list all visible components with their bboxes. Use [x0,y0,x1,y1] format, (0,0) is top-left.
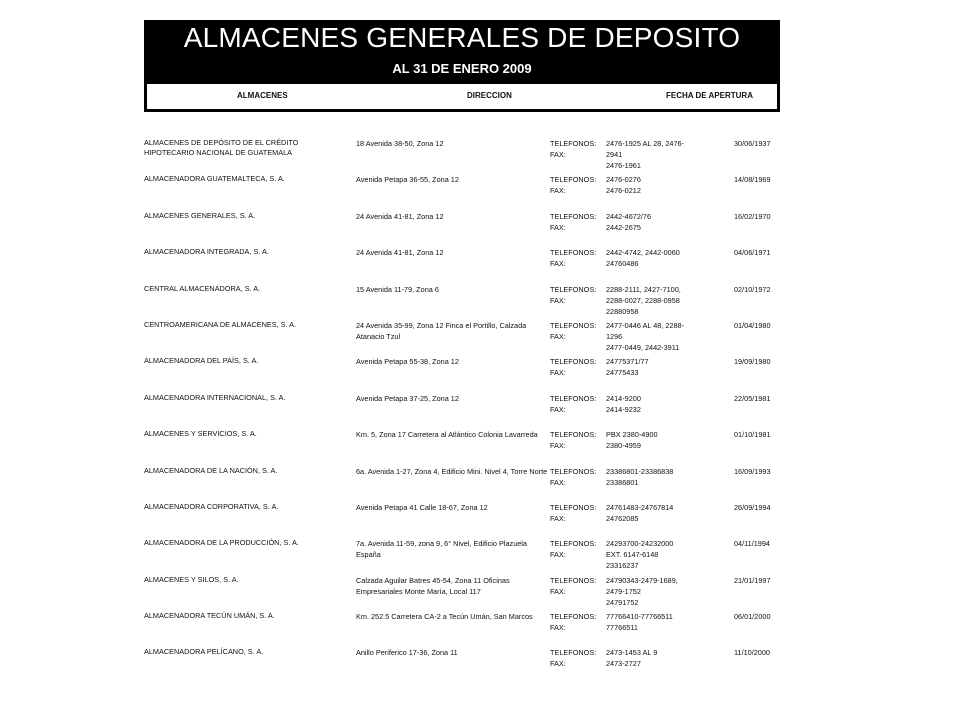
opening-date: 16/02/1970 [734,211,771,221]
telefonos-label: TELEFONOS: [550,248,597,258]
warehouse-address: Km. 252.5 Carretera CA-2 a Tecún Umán, San Marcos [356,612,533,622]
telefonos-label: TELEFONOS: [550,648,597,658]
fax-label: FAX: [550,477,566,487]
opening-date: 16/09/1993 [734,466,771,476]
warehouse-address: Avenida Petapa 41 Calle 18-67, Zona 12 [356,502,488,512]
fax-label: FAX: [550,659,566,669]
phone-line: 2414-9200 [606,393,641,403]
phone-numbers [606,502,706,524]
phone-line: 2288-0027, 2288-0958 [606,295,680,305]
phone-labels [550,611,606,633]
warehouse-name: CENTRAL ALMACENADORA, S. A. [144,283,261,293]
warehouse-name: ALMACENADORA TECÚN UMÁN, S. A. [144,611,275,621]
phone-line: 23386801-23386838 [606,466,674,476]
phone-line: 23386801 [606,477,639,487]
warehouse-address: Km. 5, Zona 17 Carretera al Atlántico Colonia Lavarreda [356,430,538,440]
table-row [144,247,784,283]
telefonos-label: TELEFONOS: [550,612,597,622]
warehouse-address: 24 Avenida 41-81, Zona 12 [356,211,444,221]
opening-date: 26/09/1994 [734,502,771,512]
phone-line: 2479-1752 [606,586,641,596]
phone-line: 1296 [606,331,623,341]
phone-line: 2473-2727 [606,659,641,669]
table-row [144,138,784,174]
table-row [144,211,784,247]
phone-numbers [606,575,706,608]
phone-line: 24791752 [606,597,639,607]
phone-numbers [606,138,706,171]
telefonos-label: TELEFONOS: [550,393,597,403]
warehouse-address: 24 Avenida 35-99, Zona 12 Finca el Portillo, Calzada Atanacio Tzul [356,320,527,341]
fax-label: FAX: [550,295,566,305]
telefonos-label: TELEFONOS: [550,320,597,330]
phone-line: 2380-4959 [606,441,641,451]
phone-line: 77766511 [606,623,638,633]
table-row [144,611,784,647]
column-header-almacenes: ALMACENES [237,91,288,100]
warehouse-address: Avenida Petapa 36-55, Zona 12 [356,175,459,185]
opening-date: 19/09/1980 [734,357,771,367]
phone-line: 24761483-24767814 [606,502,674,512]
table-row [144,356,784,392]
phone-numbers [606,429,706,451]
warehouse-name: ALMACENES GENERALES, S. A. [144,210,256,220]
phone-labels [550,538,606,560]
telefonos-label: TELEFONOS: [550,211,597,221]
table-row [144,575,784,611]
phone-labels [550,466,606,488]
document-title: ALMACENES GENERALES DE DEPOSITO [183,22,741,53]
phone-line: 2473-1453 AL 9 [606,648,658,658]
warehouse-address: 18 Avenida 38-50, Zona 12 [356,139,444,148]
warehouse-name: ALMACENADORA INTERNACIONAL, S. A. [144,392,286,402]
phone-labels [550,174,606,196]
phone-line: 24760486 [606,259,639,269]
phone-line: PBX 2380-4900 [606,430,658,440]
phone-line: EXT. 6147-6148 [606,550,659,560]
phone-numbers [606,174,706,196]
phone-numbers [606,320,706,353]
table-row [144,538,784,574]
table-row [144,429,784,465]
phone-line: 2442-4672/76 [606,211,652,221]
warehouse-address: 7a. Avenida 11-59, zona 9, 6° Nivel, Edificio Plazuela España [356,539,527,560]
phone-line: 2414-9232 [606,404,641,414]
phone-line: 24762085 [606,513,639,523]
phone-line: 2442-2675 [606,222,641,232]
phone-labels [550,211,606,233]
phone-numbers [606,211,706,233]
phone-numbers [606,356,706,378]
column-header-direccion: DIRECCION [467,91,512,100]
telefonos-label: TELEFONOS: [550,175,597,185]
phone-numbers [606,647,706,669]
warehouse-name: ALMACENADORA CORPORATIVA, S. A. [144,501,279,511]
phone-line: 2442-4742, 2442-0060 [606,248,680,258]
opening-date: 04/11/1994 [734,539,770,549]
opening-date: 06/01/2000 [734,612,771,622]
warehouse-name: ALMACENADORA DE LA PRODUCCIÓN, S. A. [144,538,299,548]
telefonos-label: TELEFONOS: [550,502,597,512]
warehouse-name: ALMACENADORA DEL PAÍS, S. A. [144,356,259,366]
table-row [144,502,784,538]
header-banner [144,20,780,112]
warehouse-name: ALMACENES Y SERVICIOS, S. A. [144,429,257,439]
phone-line: 24293700-24232000 [606,539,674,549]
phone-line: 2477-0446 AL 48, 2288- [606,320,685,330]
opening-date: 14/08/1969 [734,175,771,185]
phone-labels [550,502,606,524]
table-row [144,320,784,356]
phone-numbers [606,466,706,488]
warehouse-name: ALMACENADORA GUATEMALTECA, S. A. [144,174,285,184]
phone-line: 77766410-77766511 [606,612,673,622]
phone-labels [550,356,606,378]
telefonos-label: TELEFONOS: [550,284,597,294]
table-row [144,466,784,502]
phone-line: 2476-0276 [606,175,641,185]
fax-label: FAX: [550,441,566,451]
phone-line: 2941 [606,150,623,159]
phone-line: 23316237 [606,561,639,571]
phone-line: 24790343-2479-1689, [606,575,678,585]
opening-date: 11/10/2000 [734,648,770,658]
fax-label: FAX: [550,368,566,378]
fax-label: FAX: [550,150,566,159]
phone-numbers [606,284,706,317]
warehouse-name: ALMACENES Y SILOS, S. A. [144,574,239,584]
opening-date: 02/10/1972 [734,284,771,294]
warehouse-name: ALMACENADORA PELÍCANO, S. A. [144,647,264,657]
opening-date: 04/06/1971 [734,248,771,258]
phone-line: 24775371/77 [606,357,649,367]
phone-line: 2477-0449, 2442-3911 [606,342,680,352]
phone-labels [550,138,606,160]
phone-line: 2476-0212 [606,186,641,196]
warehouse-name: ALMACENES DE DEPÓSITO DE EL CRÉDITO HIPOTECARIO NACIONAL DE GUATEMALA [144,138,299,157]
column-header-fecha: FECHA DE APERTURA [666,91,753,100]
fax-label: FAX: [550,186,566,196]
phone-line: 2476-1961 [606,161,641,170]
phone-labels [550,320,606,342]
phone-line: 24775433 [606,368,639,378]
fax-label: FAX: [550,331,566,341]
phone-numbers [606,247,706,269]
phone-numbers [606,393,706,415]
warehouse-list [144,138,784,684]
opening-date: 22/05/1981 [734,393,771,403]
fax-label: FAX: [550,550,566,560]
telefonos-label: TELEFONOS: [550,139,597,148]
opening-date: 01/04/1980 [734,320,771,330]
phone-labels [550,429,606,451]
warehouse-address: 6a. Avenida 1-27, Zona 4, Edificio Mini. Nivel 4, Torre Norte [356,466,548,476]
telefonos-label: TELEFONOS: [550,357,597,367]
phone-line: 2476-1925 AL 28, 2476- [606,139,685,148]
fax-label: FAX: [550,259,566,269]
opening-date: 30/06/1937 [734,139,771,148]
warehouse-name: ALMACENADORA INTEGRADA, S. A. [144,247,269,257]
phone-numbers [606,538,706,571]
phone-labels [550,393,606,415]
opening-date: 01/10/1981 [734,430,771,440]
phone-line: 2288-2111, 2427-7100, [606,284,681,294]
warehouse-name: ALMACENADORA DE LA NACIÓN, S. A. [144,465,278,475]
phone-labels [550,284,606,306]
phone-labels [550,647,606,669]
warehouse-name: CENTROAMERICANA DE ALMACENES, S. A. [144,319,297,329]
fax-label: FAX: [550,586,566,596]
phone-numbers [606,611,706,633]
warehouse-address: Anillo Periferico 17-36, Zona 11 [356,648,458,658]
opening-date: 21/01/1997 [734,575,771,585]
fax-label: FAX: [550,513,566,523]
phone-labels [550,247,606,269]
column-header-bar [147,84,777,109]
table-row [144,393,784,429]
fax-label: FAX: [550,222,566,232]
phone-line: 22880958 [606,306,639,316]
table-row [144,174,784,210]
warehouse-address: Avenida Petapa 55-38, Zona 12 [356,357,459,367]
warehouse-address: 15 Avenida 11-79, Zona 6 [356,284,439,294]
telefonos-label: TELEFONOS: [550,430,597,440]
telefonos-label: TELEFONOS: [550,466,597,476]
phone-labels [550,575,606,597]
warehouse-address: Avenida Petapa 37-25, Zona 12 [356,393,459,403]
warehouse-address: Calzada Aguilar Batres 45-54, Zona 11 Oficinas Empresariales Monte María, Local 117 [356,575,510,596]
warehouse-address: 24 Avenida 41-81, Zona 12 [356,248,444,258]
fax-label: FAX: [550,404,566,414]
telefonos-label: TELEFONOS: [550,539,597,549]
telefonos-label: TELEFONOS: [550,575,597,585]
document-subtitle: AL 31 DE ENERO 2009 [392,61,532,76]
fax-label: FAX: [550,623,566,633]
table-row [144,647,784,683]
table-row [144,284,784,320]
